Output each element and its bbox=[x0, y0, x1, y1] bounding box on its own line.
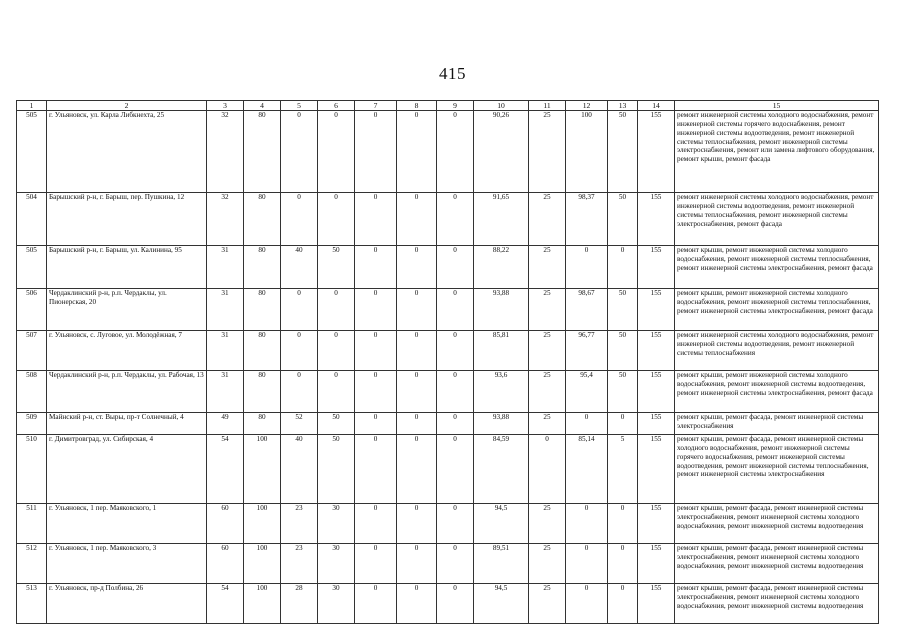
value-cell: 0 bbox=[355, 504, 397, 544]
value-cell: 0 bbox=[608, 246, 638, 289]
row-number: 506 bbox=[17, 289, 47, 331]
value-cell: 25 bbox=[529, 193, 566, 246]
works-cell: ремонт крыши, ремонт фасада, ремонт инженерной системы электроснабжения, ремонт инженерной системы холодного водоснабжения, ремонт инженерной системы водоотведения bbox=[675, 504, 879, 544]
column-header: 11 bbox=[529, 101, 566, 111]
value-cell: 89,51 bbox=[474, 544, 529, 584]
value-cell: 84,59 bbox=[474, 435, 529, 504]
value-cell: 50 bbox=[608, 193, 638, 246]
address-cell: г. Ульяновск, ул. Карла Либкнехта, 25 bbox=[47, 111, 207, 193]
value-cell: 0 bbox=[318, 193, 355, 246]
value-cell: 0 bbox=[437, 246, 474, 289]
value-cell: 0 bbox=[437, 371, 474, 413]
value-cell: 96,77 bbox=[566, 331, 608, 371]
value-cell: 0 bbox=[566, 246, 608, 289]
value-cell: 0 bbox=[437, 435, 474, 504]
value-cell: 94,5 bbox=[474, 584, 529, 624]
value-cell: 54 bbox=[207, 435, 244, 504]
table-row bbox=[17, 371, 879, 413]
value-cell: 40 bbox=[281, 435, 318, 504]
value-cell: 49 bbox=[207, 413, 244, 435]
value-cell: 0 bbox=[397, 584, 437, 624]
value-cell: 25 bbox=[529, 111, 566, 193]
value-cell: 100 bbox=[244, 435, 281, 504]
value-cell: 40 bbox=[281, 246, 318, 289]
value-cell: 0 bbox=[397, 371, 437, 413]
address-cell: г. Ульяновск, пр-д Полбина, 26 bbox=[47, 584, 207, 624]
value-cell: 0 bbox=[437, 331, 474, 371]
value-cell: 25 bbox=[529, 413, 566, 435]
column-header: 5 bbox=[281, 101, 318, 111]
value-cell: 155 bbox=[638, 111, 675, 193]
value-cell: 80 bbox=[244, 246, 281, 289]
value-cell: 0 bbox=[355, 435, 397, 504]
value-cell: 0 bbox=[281, 331, 318, 371]
value-cell: 60 bbox=[207, 504, 244, 544]
value-cell: 0 bbox=[281, 111, 318, 193]
column-header: 4 bbox=[244, 101, 281, 111]
value-cell: 0 bbox=[355, 413, 397, 435]
value-cell: 98,67 bbox=[566, 289, 608, 331]
value-cell: 0 bbox=[397, 435, 437, 504]
value-cell: 0 bbox=[318, 371, 355, 413]
value-cell: 0 bbox=[529, 435, 566, 504]
value-cell: 31 bbox=[207, 371, 244, 413]
address-cell: Чердаклинский р-н, р.п. Чердаклы, ул. Рабочая, 13 bbox=[47, 371, 207, 413]
table-row bbox=[17, 413, 879, 435]
value-cell: 0 bbox=[608, 413, 638, 435]
value-cell: 80 bbox=[244, 413, 281, 435]
address-cell: г. Ульяновск, с. Луговое, ул. Молодёжная, 7 bbox=[47, 331, 207, 371]
value-cell: 30 bbox=[318, 504, 355, 544]
value-cell: 0 bbox=[281, 371, 318, 413]
value-cell: 100 bbox=[244, 584, 281, 624]
value-cell: 0 bbox=[397, 246, 437, 289]
value-cell: 0 bbox=[397, 331, 437, 371]
column-header: 9 bbox=[437, 101, 474, 111]
value-cell: 0 bbox=[566, 413, 608, 435]
value-cell: 54 bbox=[207, 584, 244, 624]
value-cell: 0 bbox=[355, 111, 397, 193]
row-number: 509 bbox=[17, 413, 47, 435]
works-cell: ремонт крыши, ремонт фасада, ремонт инженерной системы электроснабжения bbox=[675, 413, 879, 435]
value-cell: 155 bbox=[638, 435, 675, 504]
column-header: 6 bbox=[318, 101, 355, 111]
value-cell: 98,37 bbox=[566, 193, 608, 246]
value-cell: 31 bbox=[207, 289, 244, 331]
value-cell: 0 bbox=[437, 504, 474, 544]
value-cell: 0 bbox=[397, 111, 437, 193]
value-cell: 50 bbox=[608, 289, 638, 331]
value-cell: 0 bbox=[318, 111, 355, 193]
works-cell: ремонт инженерной системы холодного водоснабжения, ремонт инженерной системы водоотведения, ремонт инженерной системы теплоснабжения, ремонт инженерной системы электроснабжения, ремонт фасада bbox=[675, 193, 879, 246]
row-number: 512 bbox=[17, 544, 47, 584]
value-cell: 0 bbox=[355, 544, 397, 584]
value-cell: 155 bbox=[638, 289, 675, 331]
row-number: 510 bbox=[17, 435, 47, 504]
value-cell: 50 bbox=[318, 413, 355, 435]
value-cell: 0 bbox=[437, 544, 474, 584]
value-cell: 90,26 bbox=[474, 111, 529, 193]
value-cell: 50 bbox=[608, 111, 638, 193]
row-number: 511 bbox=[17, 504, 47, 544]
value-cell: 95,4 bbox=[566, 371, 608, 413]
value-cell: 25 bbox=[529, 289, 566, 331]
works-cell: ремонт инженерной системы холодного водоснабжения, ремонт инженерной системы горячего водоснабжения, ремонт инженерной системы водоотведения, ремонт инженерной системы теплоснабжения, ремонт инженерной системы электроснабжения, ремонт или замена лифтового оборудования, ремонт крыши, ремонт фасада bbox=[675, 111, 879, 193]
value-cell: 155 bbox=[638, 413, 675, 435]
value-cell: 80 bbox=[244, 111, 281, 193]
row-number: 507 bbox=[17, 331, 47, 371]
value-cell: 50 bbox=[608, 371, 638, 413]
value-cell: 0 bbox=[437, 413, 474, 435]
value-cell: 0 bbox=[566, 504, 608, 544]
value-cell: 32 bbox=[207, 111, 244, 193]
table-row bbox=[17, 111, 879, 193]
value-cell: 0 bbox=[281, 289, 318, 331]
address-cell: г. Ульяновск, 1 пер. Маяковского, 1 bbox=[47, 504, 207, 544]
table-row bbox=[17, 435, 879, 504]
works-cell: ремонт крыши, ремонт инженерной системы холодного водоснабжения, ремонт инженерной системы теплоснабжения, ремонт инженерной системы электроснабжения, ремонт фасада bbox=[675, 246, 879, 289]
value-cell: 155 bbox=[638, 193, 675, 246]
value-cell: 0 bbox=[281, 193, 318, 246]
value-cell: 94,5 bbox=[474, 504, 529, 544]
row-number: 505 bbox=[17, 246, 47, 289]
value-cell: 31 bbox=[207, 331, 244, 371]
value-cell: 60 bbox=[207, 544, 244, 584]
address-cell: г. Ульяновск, 1 пер. Маяковского, 3 bbox=[47, 544, 207, 584]
works-cell: ремонт крыши, ремонт фасада, ремонт инженерной системы электроснабжения, ремонт инженерной системы холодного водоснабжения, ремонт инженерной системы водоотведения bbox=[675, 584, 879, 624]
column-header: 2 bbox=[47, 101, 207, 111]
value-cell: 155 bbox=[638, 584, 675, 624]
value-cell: 0 bbox=[355, 584, 397, 624]
value-cell: 50 bbox=[318, 435, 355, 504]
value-cell: 25 bbox=[529, 331, 566, 371]
table-row bbox=[17, 193, 879, 246]
value-cell: 0 bbox=[437, 193, 474, 246]
value-cell: 93,88 bbox=[474, 413, 529, 435]
value-cell: 91,65 bbox=[474, 193, 529, 246]
works-cell: ремонт крыши, ремонт фасада, ремонт инженерной системы холодного водоснабжения, ремонт инженерной системы горячего водоснабжения, ремонт инженерной системы водоотведения, ремонт инженерной системы теплоснабжения, ремонт инженерной системы электроснабжения bbox=[675, 435, 879, 504]
value-cell: 0 bbox=[397, 413, 437, 435]
table-row bbox=[17, 504, 879, 544]
value-cell: 25 bbox=[529, 584, 566, 624]
value-cell: 0 bbox=[318, 289, 355, 331]
row-number: 504 bbox=[17, 193, 47, 246]
column-header: 7 bbox=[355, 101, 397, 111]
value-cell: 93,6 bbox=[474, 371, 529, 413]
value-cell: 23 bbox=[281, 504, 318, 544]
value-cell: 50 bbox=[608, 331, 638, 371]
value-cell: 50 bbox=[318, 246, 355, 289]
value-cell: 100 bbox=[244, 544, 281, 584]
works-cell: ремонт крыши, ремонт фасада, ремонт инженерной системы электроснабжения, ремонт инженерной системы холодного водоснабжения, ремонт инженерной системы водоотведения bbox=[675, 544, 879, 584]
value-cell: 0 bbox=[355, 371, 397, 413]
row-number: 513 bbox=[17, 584, 47, 624]
value-cell: 23 bbox=[281, 544, 318, 584]
value-cell: 25 bbox=[529, 371, 566, 413]
value-cell: 25 bbox=[529, 544, 566, 584]
value-cell: 0 bbox=[566, 544, 608, 584]
address-cell: г. Димитровград, ул. Сибирская, 4 bbox=[47, 435, 207, 504]
value-cell: 85,81 bbox=[474, 331, 529, 371]
value-cell: 0 bbox=[437, 289, 474, 331]
table-row bbox=[17, 584, 879, 624]
value-cell: 155 bbox=[638, 544, 675, 584]
column-header: 14 bbox=[638, 101, 675, 111]
value-cell: 52 bbox=[281, 413, 318, 435]
address-cell: Чердаклинский р-н, р.п. Чердаклы, ул. Пионерская, 20 bbox=[47, 289, 207, 331]
value-cell: 0 bbox=[566, 584, 608, 624]
table-row bbox=[17, 331, 879, 371]
column-header: 3 bbox=[207, 101, 244, 111]
value-cell: 80 bbox=[244, 371, 281, 413]
value-cell: 0 bbox=[355, 193, 397, 246]
table-row bbox=[17, 544, 879, 584]
value-cell: 0 bbox=[355, 331, 397, 371]
column-header: 8 bbox=[397, 101, 437, 111]
value-cell: 100 bbox=[244, 504, 281, 544]
value-cell: 100 bbox=[566, 111, 608, 193]
value-cell: 0 bbox=[608, 504, 638, 544]
value-cell: 0 bbox=[397, 193, 437, 246]
value-cell: 25 bbox=[529, 504, 566, 544]
value-cell: 155 bbox=[638, 504, 675, 544]
value-cell: 0 bbox=[355, 289, 397, 331]
value-cell: 155 bbox=[638, 371, 675, 413]
value-cell: 30 bbox=[318, 544, 355, 584]
works-cell: ремонт крыши, ремонт инженерной системы холодного водоснабжения, ремонт инженерной системы теплоснабжения, ремонт инженерной системы электроснабжения, ремонт фасада bbox=[675, 289, 879, 331]
value-cell: 0 bbox=[437, 584, 474, 624]
address-cell: Барышский р-н, г. Барыш, ул. Калинина, 95 bbox=[47, 246, 207, 289]
value-cell: 5 bbox=[608, 435, 638, 504]
value-cell: 155 bbox=[638, 246, 675, 289]
address-cell: Барышский р-н, г. Барыш, пер. Пушкина, 12 bbox=[47, 193, 207, 246]
value-cell: 0 bbox=[608, 544, 638, 584]
value-cell: 0 bbox=[608, 584, 638, 624]
value-cell: 0 bbox=[397, 289, 437, 331]
table-row bbox=[17, 289, 879, 331]
table-header-row bbox=[17, 101, 879, 111]
works-cell: ремонт крыши, ремонт инженерной системы холодного водоснабжения, ремонт инженерной системы водоотведения, ремонт инженерной системы электроснабжения, ремонт фасада bbox=[675, 371, 879, 413]
table-row bbox=[17, 246, 879, 289]
row-number: 505 bbox=[17, 111, 47, 193]
column-header: 12 bbox=[566, 101, 608, 111]
value-cell: 0 bbox=[355, 246, 397, 289]
value-cell: 32 bbox=[207, 193, 244, 246]
repair-registry-table bbox=[16, 100, 879, 624]
column-header: 1 bbox=[17, 101, 47, 111]
value-cell: 80 bbox=[244, 331, 281, 371]
value-cell: 88,22 bbox=[474, 246, 529, 289]
address-cell: Майнский р-н, ст. Выры, пр-т Солнечный, 4 bbox=[47, 413, 207, 435]
page-number: 415 bbox=[439, 64, 466, 83]
value-cell: 80 bbox=[244, 193, 281, 246]
column-header: 15 bbox=[675, 101, 879, 111]
value-cell: 28 bbox=[281, 584, 318, 624]
value-cell: 25 bbox=[529, 246, 566, 289]
value-cell: 155 bbox=[638, 331, 675, 371]
value-cell: 0 bbox=[437, 111, 474, 193]
value-cell: 0 bbox=[318, 331, 355, 371]
value-cell: 0 bbox=[397, 504, 437, 544]
value-cell: 30 bbox=[318, 584, 355, 624]
column-header: 13 bbox=[608, 101, 638, 111]
value-cell: 93,88 bbox=[474, 289, 529, 331]
value-cell: 85,14 bbox=[566, 435, 608, 504]
value-cell: 80 bbox=[244, 289, 281, 331]
value-cell: 0 bbox=[397, 544, 437, 584]
row-number: 508 bbox=[17, 371, 47, 413]
value-cell: 31 bbox=[207, 246, 244, 289]
column-header: 10 bbox=[474, 101, 529, 111]
works-cell: ремонт инженерной системы холодного водоснабжения, ремонт инженерной системы водоотведения, ремонт инженерной системы теплоснабжения bbox=[675, 331, 879, 371]
